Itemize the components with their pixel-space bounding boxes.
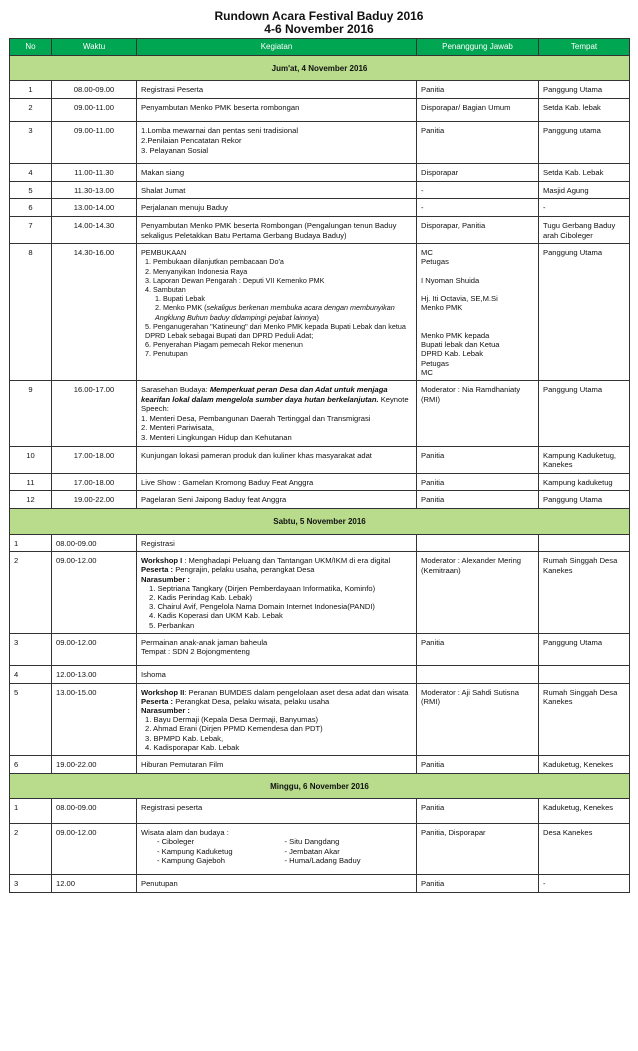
pic-line: Menko PMK kepada bbox=[421, 330, 490, 340]
row-activity: Makan siang bbox=[137, 164, 417, 182]
row-no: 3 bbox=[10, 122, 52, 164]
table-row bbox=[10, 446, 630, 473]
row-no: 9 bbox=[10, 380, 52, 446]
row-time: 09.00-11.00 bbox=[52, 98, 137, 122]
speakers-label: Narasumber : bbox=[141, 705, 190, 715]
row-no: 1 bbox=[10, 534, 52, 552]
row-pic: Panitia bbox=[417, 122, 539, 164]
destinations-right bbox=[285, 837, 413, 866]
row-no: 3 bbox=[10, 875, 52, 893]
list-item: 5. Perbankan bbox=[149, 620, 195, 630]
row-place: Kampung Kaduketug, Kanekes bbox=[539, 446, 630, 473]
row-no: 6 bbox=[10, 199, 52, 217]
destinations-left bbox=[141, 837, 285, 866]
day2-label: Sabtu, 5 November 2016 bbox=[10, 508, 630, 534]
day-section-row bbox=[10, 55, 630, 81]
row-pic: Moderator : Aji Sahdi Sutisna (RMI) bbox=[417, 683, 539, 755]
row-time: 17.00-18.00 bbox=[52, 446, 137, 473]
row-pic: Moderator : Nia Ramdhaniaty (RMI) bbox=[417, 380, 539, 446]
header-row bbox=[10, 39, 630, 56]
row-place: Rumah Singgah Desa Kanekes bbox=[539, 552, 630, 634]
table-row bbox=[10, 823, 630, 874]
header-kegiatan: Kegiatan bbox=[137, 39, 417, 56]
pic-line bbox=[421, 285, 534, 294]
list-item: 2. Kadis Perindag Kab. Lebak) bbox=[149, 592, 253, 602]
text-span: ) bbox=[316, 312, 319, 322]
table-row bbox=[10, 473, 630, 491]
table-row bbox=[10, 552, 630, 634]
workshop-text: : Peranan BUMDES dalam pengelolaan aset desa adat dan wisata bbox=[184, 687, 409, 697]
list-item: 1. Bayu Dermaji (Kepala Desa Dermaji, Banyumas) bbox=[145, 715, 319, 725]
table-row bbox=[10, 633, 630, 665]
row-no: 8 bbox=[10, 244, 52, 381]
row-pic: Disporapar, Panitia bbox=[417, 216, 539, 243]
row-pic: Panitia bbox=[417, 81, 539, 99]
row-pic: - bbox=[417, 199, 539, 217]
row-no: 12 bbox=[10, 491, 52, 509]
participants-text: Pengrajin, pelaku usaha, perangkat Desa bbox=[173, 565, 315, 575]
list-item: 2. Ahmad Erani (Dirjen PPMD Kemendesa dan PDT) bbox=[145, 724, 323, 734]
row-pic: Panitia bbox=[417, 491, 539, 509]
row-time: 11.00-11.30 bbox=[52, 164, 137, 182]
rundown-table bbox=[9, 38, 630, 893]
activity-line: Tempat : SDN 2 Bojongmenteng bbox=[141, 647, 250, 657]
list-item: 7. Penutupan bbox=[145, 349, 188, 359]
table-row bbox=[10, 216, 630, 243]
activity-line: 1. Menteri Desa, Pembangunan Daerah Tertinggal dan Transmigrasi bbox=[141, 413, 371, 423]
list-item bbox=[155, 303, 412, 321]
list-item: 3. BPMPD Kab. Lebak, bbox=[145, 733, 224, 743]
row-place: Panggung utama bbox=[539, 122, 630, 164]
row-activity bbox=[137, 244, 417, 381]
row-no: 2 bbox=[10, 823, 52, 874]
row-time: 09.00-11.00 bbox=[52, 122, 137, 164]
row-place: Kaduketug, Kenekes bbox=[539, 799, 630, 824]
row-activity bbox=[137, 552, 417, 634]
destination-item: - Kampung Kaduketug bbox=[157, 846, 233, 856]
table-row bbox=[10, 875, 630, 893]
table-row bbox=[10, 665, 630, 683]
row-time: 12.00 bbox=[52, 875, 137, 893]
speech-sublist bbox=[145, 294, 412, 322]
document-title bbox=[0, 0, 638, 36]
pic-line: Menko PMK bbox=[421, 303, 463, 313]
table-row bbox=[10, 181, 630, 199]
row-no: 4 bbox=[10, 164, 52, 182]
list-item: 2. Menyanyikan Indonesia Raya bbox=[145, 266, 248, 276]
row-place: Tugu Gerbang Baduy arah Ciboleger bbox=[539, 216, 630, 243]
row-no: 6 bbox=[10, 755, 52, 773]
list-item: 4. Kadis Koperasi dan UKM Kab. Lebak bbox=[149, 611, 283, 621]
row-time: 13.00-15.00 bbox=[52, 683, 137, 755]
row-time: 08.00-09.00 bbox=[52, 799, 137, 824]
destinations bbox=[141, 837, 412, 866]
row-pic: Panitia bbox=[417, 755, 539, 773]
title-line-1: Rundown Acara Festival Baduy 2016 bbox=[214, 9, 424, 23]
header-tempat: Tempat bbox=[539, 39, 630, 56]
row-time: 14.30-16.00 bbox=[52, 244, 137, 381]
list-item: 4. Sambutan bbox=[145, 284, 186, 294]
row-activity: Registrasi Peserta bbox=[137, 81, 417, 99]
header-no: No bbox=[10, 39, 52, 56]
destination-item: - Huma/Ladang Baduy bbox=[284, 856, 361, 866]
row-no: 10 bbox=[10, 446, 52, 473]
row-no: 3 bbox=[10, 633, 52, 665]
text-span: 2. Menko PMK ( bbox=[155, 303, 207, 313]
day-section-row bbox=[10, 508, 630, 534]
row-no: 5 bbox=[10, 683, 52, 755]
table-row bbox=[10, 98, 630, 122]
row-time: 13.00-14.00 bbox=[52, 199, 137, 217]
row-time: 09.00-12.00 bbox=[52, 633, 137, 665]
destination-item: - Situ Dangdang bbox=[284, 837, 340, 847]
table-row bbox=[10, 380, 630, 446]
row-place bbox=[539, 665, 630, 683]
row-place: Masjid Agung bbox=[539, 181, 630, 199]
row-pic: - bbox=[417, 181, 539, 199]
pic-line bbox=[421, 313, 534, 322]
opening-list bbox=[141, 257, 412, 358]
speakers-list bbox=[141, 715, 412, 752]
speakers-label: Narasumber : bbox=[141, 574, 190, 584]
list-item: 3. Laporan Dewan Pengarah : Deputi VII Kemenko PMK bbox=[145, 275, 325, 285]
row-activity: Pagelaran Seni Jaipong Baduy feat Anggra bbox=[137, 491, 417, 509]
row-place: - bbox=[539, 199, 630, 217]
row-time: 08.00-09.00 bbox=[52, 81, 137, 99]
row-place: Panggung Utama bbox=[539, 491, 630, 509]
workshop-label: Workshop I bbox=[141, 556, 183, 566]
row-pic bbox=[417, 244, 539, 381]
row-place: Setda Kab. lebak bbox=[539, 98, 630, 122]
row-place bbox=[539, 534, 630, 552]
row-no: 2 bbox=[10, 98, 52, 122]
row-activity: Live Show : Gamelan Kromong Baduy Feat Anggra bbox=[137, 473, 417, 491]
activity-heading: PEMBUKAAN bbox=[141, 248, 187, 258]
header-penanggung-jawab: Penanggung Jawab bbox=[417, 39, 539, 56]
list-item: 1. Septriana Tangkary (Dirjen Pemberdayaan Informatika, Kominfo) bbox=[149, 583, 376, 593]
row-place: Kaduketug, Kenekes bbox=[539, 755, 630, 773]
header-waktu: Waktu bbox=[52, 39, 137, 56]
destination-item: - Kampung Gajeboh bbox=[157, 856, 225, 866]
table-row bbox=[10, 799, 630, 824]
row-time: 11.30-13.00 bbox=[52, 181, 137, 199]
row-no: 4 bbox=[10, 665, 52, 683]
table-row bbox=[10, 199, 630, 217]
row-activity: Registrasi peserta bbox=[137, 799, 417, 824]
row-place: Rumah Singgah Desa Kanekes bbox=[539, 683, 630, 755]
pic-line: Petugas bbox=[421, 358, 449, 368]
table-row bbox=[10, 164, 630, 182]
row-place: Panggung Utama bbox=[539, 244, 630, 381]
table-row bbox=[10, 534, 630, 552]
list-item: 1. Pembukaan dilanjutkan pembacaan Do'a bbox=[145, 257, 284, 267]
row-activity: Hiburan Pemutaran Film bbox=[137, 755, 417, 773]
row-no: 2 bbox=[10, 552, 52, 634]
row-activity: Penyambutan Menko PMK beserta Rombongan (Pengalungan tenun Baduy sekaligus Peletakkan Batu Pertama Gerbang Budaya Baduy) bbox=[137, 216, 417, 243]
activity-line: 2.Penilaian Pencatatan Rekor bbox=[141, 135, 242, 145]
row-place: Panggung Utama bbox=[539, 380, 630, 446]
title-line-2: 4-6 November 2016 bbox=[264, 22, 374, 36]
row-no: 1 bbox=[10, 81, 52, 99]
row-time: 19.00-22.00 bbox=[52, 755, 137, 773]
pic-line: Bupati lebak dan Ketua bbox=[421, 340, 500, 350]
pic-line: MC bbox=[421, 367, 433, 377]
list-item: 3. Chairul Avif, Pengelola Nama Domain Internet Indonesia(PANDI) bbox=[149, 602, 375, 612]
table-row bbox=[10, 244, 630, 381]
row-pic: Moderator : Alexander Mering (Kemitraan) bbox=[417, 552, 539, 634]
row-time: 12.00-13.00 bbox=[52, 665, 137, 683]
day3-label: Minggu, 6 November 2016 bbox=[10, 773, 630, 799]
row-time: 08.00-09.00 bbox=[52, 534, 137, 552]
text-span: Sarasehan Budaya: bbox=[141, 384, 210, 394]
row-activity bbox=[137, 683, 417, 755]
row-pic: Panitia bbox=[417, 473, 539, 491]
row-pic bbox=[417, 665, 539, 683]
row-time: 19.00-22.00 bbox=[52, 491, 137, 509]
table-row bbox=[10, 122, 630, 164]
row-time: 16.00-17.00 bbox=[52, 380, 137, 446]
activity-line: 2. Menteri Pariwisata, bbox=[141, 423, 215, 433]
list-item: 4. Kadisporapar Kab. Lebak bbox=[145, 742, 240, 752]
pic-line: Petugas bbox=[421, 257, 449, 267]
list-item: 5. Penganugerahan "Katineung" dari Menko PMK kepada Bupati Lebak dan ketua DPRD Lebak sebagai Bupati dan DPRD Peduli Adat; bbox=[145, 321, 406, 340]
day1-label: Jum'at, 4 November 2016 bbox=[10, 55, 630, 81]
row-activity bbox=[137, 380, 417, 446]
participants-line bbox=[141, 697, 412, 706]
row-time: 14.00-14.30 bbox=[52, 216, 137, 243]
row-no: 11 bbox=[10, 473, 52, 491]
row-activity bbox=[137, 633, 417, 665]
bold-italic-span: Memperkuat peran Desa dan Adat untuk menjaga kearifan lokal dalam mengelola sumber daya hutan berkelanjutan. bbox=[141, 384, 388, 404]
row-activity: Ishoma bbox=[137, 665, 417, 683]
row-pic: Panitia bbox=[417, 875, 539, 893]
pic-line: MC bbox=[421, 248, 433, 258]
row-place: Panggung Utama bbox=[539, 633, 630, 665]
pic-line: DPRD Kab. Lebak bbox=[421, 349, 484, 359]
row-place: Desa Kanekes bbox=[539, 823, 630, 874]
row-activity: Shalat Jumat bbox=[137, 181, 417, 199]
table-row bbox=[10, 683, 630, 755]
destination-item: - Ciboleger bbox=[157, 837, 195, 847]
row-activity bbox=[137, 122, 417, 164]
row-activity: Kunjungan lokasi pameran produk dan kuliner khas masyarakat adat bbox=[137, 446, 417, 473]
list-item: 1. Bupati Lebak bbox=[155, 294, 205, 304]
table-row bbox=[10, 491, 630, 509]
row-place: Kampung kaduketug bbox=[539, 473, 630, 491]
pic-line: I Nyoman Shuida bbox=[421, 275, 480, 285]
activity-line: 1.Lomba mewarnai dan pentas seni tradisional bbox=[141, 126, 299, 136]
destination-item: - Jembatan Akar bbox=[284, 846, 340, 856]
row-place: Setda Kab. Lebak bbox=[539, 164, 630, 182]
row-no: 5 bbox=[10, 181, 52, 199]
row-activity: Registrasi bbox=[137, 534, 417, 552]
row-activity: Perjalanan menuju Baduy bbox=[137, 199, 417, 217]
table-row bbox=[10, 81, 630, 99]
pic-line bbox=[421, 322, 534, 331]
row-pic: Panitia, Disporapar bbox=[417, 823, 539, 874]
italic-span: sekaligus berkenan membuka acara dengan membunyikan Angklung Buhun baduy didampingi pejabat lainnya bbox=[155, 303, 395, 322]
row-no: 1 bbox=[10, 799, 52, 824]
row-pic: Panitia bbox=[417, 633, 539, 665]
speakers-list bbox=[141, 584, 412, 630]
row-time: 09.00-12.00 bbox=[52, 823, 137, 874]
row-time: 17.00-18.00 bbox=[52, 473, 137, 491]
activity-line: 3. Menteri Lingkungan Hidup dan Kehutanan bbox=[141, 432, 292, 442]
row-pic bbox=[417, 534, 539, 552]
row-place: - bbox=[539, 875, 630, 893]
row-activity: Penyambutan Menko PMK beserta rombongan bbox=[137, 98, 417, 122]
row-pic: Disporapar/ Bagian Umum bbox=[417, 98, 539, 122]
row-activity: Penutupan bbox=[137, 875, 417, 893]
table-row bbox=[10, 755, 630, 773]
workshop-label: Workshop II bbox=[141, 687, 185, 697]
pic-line: Hj. Iti Octavia, SE,M.Si bbox=[421, 294, 498, 304]
row-place: Panggung Utama bbox=[539, 81, 630, 99]
pic-line bbox=[421, 267, 534, 276]
row-time: 09.00-12.00 bbox=[52, 552, 137, 634]
workshop-text: : Menghadapi Peluang dan Tantangan UKM/IKM di era digital bbox=[182, 556, 391, 566]
row-pic: Panitia bbox=[417, 446, 539, 473]
participants-label: Peserta : bbox=[141, 565, 174, 575]
row-pic: Disporapar bbox=[417, 164, 539, 182]
list-item: 6. Penyerahan Piagam pemecah Rekor menenun bbox=[145, 340, 303, 350]
participants-line bbox=[141, 565, 412, 574]
row-activity bbox=[137, 823, 417, 874]
activity-line: Permainan anak-anak jaman baheula bbox=[141, 637, 268, 647]
participants-label: Peserta : bbox=[141, 696, 174, 706]
activity-line: 3. Pelayanan Sosial bbox=[141, 145, 209, 155]
row-no: 7 bbox=[10, 216, 52, 243]
row-pic: Panitia bbox=[417, 799, 539, 824]
day-section-row bbox=[10, 773, 630, 799]
activity-heading: Wisata alam dan budaya : bbox=[141, 827, 229, 837]
text-span: Keynote Speech: bbox=[141, 394, 409, 414]
participants-text: Perangkat Desa, pelaku wisata, pelaku usaha bbox=[173, 696, 330, 706]
